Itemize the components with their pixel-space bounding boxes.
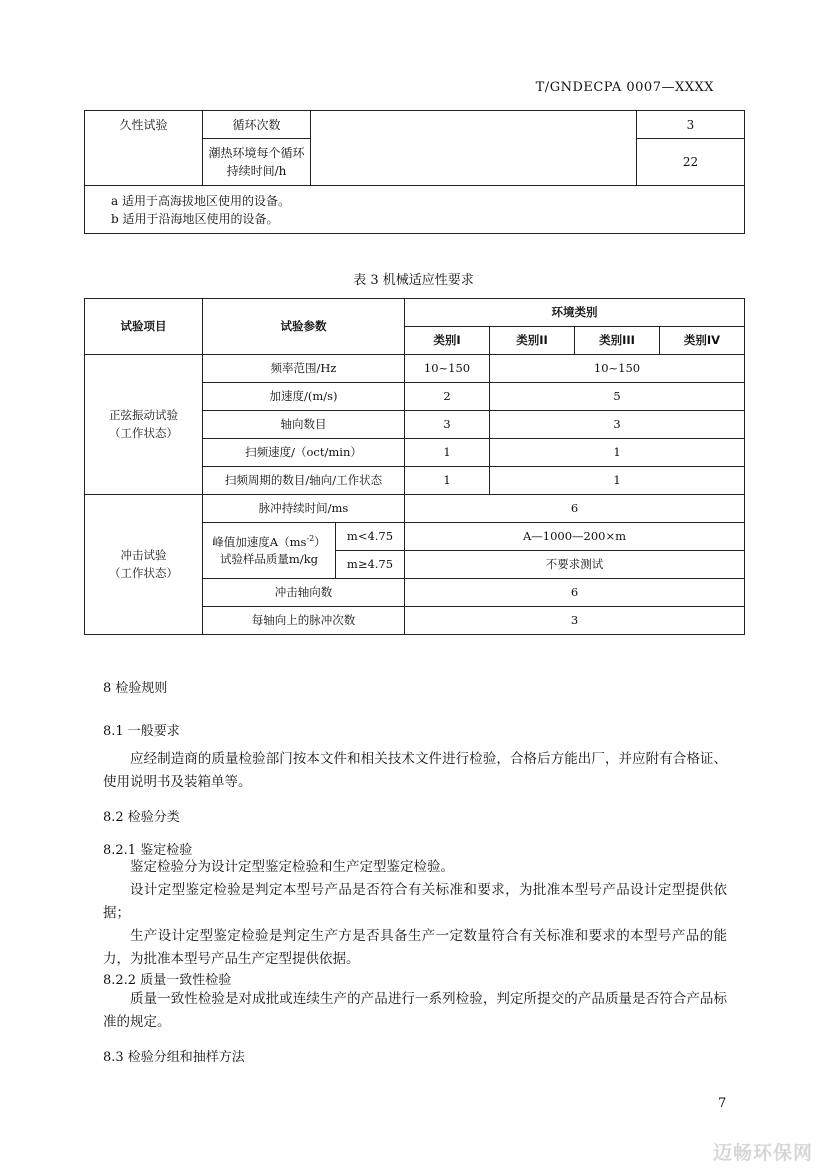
shock-test-cell xyxy=(85,495,203,635)
vibration-name: 正弦振动试验 xyxy=(109,408,178,423)
vib-v1: 3 xyxy=(405,411,490,439)
section-8-2-2-title: 8.2.2 质量一致性检验 xyxy=(103,973,232,988)
shock-state: （工作状态） xyxy=(109,565,178,580)
section-8-2-1-p1: 鉴定检验分为设计定型鉴定检验和生产定型鉴定检验。 xyxy=(130,859,454,875)
watermark: 迈畅环保网 xyxy=(712,1142,813,1164)
vibration-test-cell xyxy=(85,355,203,495)
shock-param: 每轴向上的脉冲次数 xyxy=(203,607,405,635)
mass-condition-1-value: A—1000—200×m xyxy=(405,523,745,551)
param-cell: 潮热环境每个循环持续时间/h xyxy=(203,139,311,186)
peak-param-a: 峰值加速度A（ms xyxy=(212,534,307,549)
section-8-2-title: 8.2 检验分类 xyxy=(103,810,180,825)
table-notes xyxy=(85,186,745,234)
page-number: 7 xyxy=(718,1096,727,1111)
section-8-2-1-p2: 设计定型鉴定检验是判定本型号产品是否符合有关标准和要求，为批准本型号产品设计定型提供依据； xyxy=(103,882,727,921)
shock-value: 3 xyxy=(405,607,745,635)
note-a: a 适用于高海拔地区使用的设备。 xyxy=(111,193,290,208)
vib-v2: 1 xyxy=(490,467,745,495)
mechanical-requirements-table xyxy=(84,298,745,635)
shock-value: 6 xyxy=(405,579,745,607)
vib-param: 频率范围/Hz xyxy=(203,355,405,383)
section-8-3-title: 8.3 检验分组和抽样方法 xyxy=(103,1050,245,1065)
value-cell: 3 xyxy=(637,111,745,139)
shock-param: 冲击轴向数 xyxy=(203,579,405,607)
section-8-1-title: 8.1 一般要求 xyxy=(103,724,180,739)
peak-param-c: 试验样品质量m/kg xyxy=(219,551,319,566)
test-name-cell: 久性试验 xyxy=(85,111,203,186)
section-8-2-1-title: 8.2.1 鉴定检验 xyxy=(103,843,193,858)
section-8-title: 8 检验规则 xyxy=(103,681,168,696)
mass-condition-2-value: 不要求测试 xyxy=(405,551,745,579)
vib-param: 加速度/(m/s) xyxy=(203,383,405,411)
vib-param: 扫频速度/（oct/min） xyxy=(203,439,405,467)
section-8-2-2-p1: 质量一致性检验是对成批或连续生产的产品进行一系列检验，判定所提交的产品质量是否符合产品标准的规定。 xyxy=(103,991,727,1030)
vib-v1: 1 xyxy=(405,467,490,495)
shock-param: 脉冲持续时间/ms xyxy=(203,495,405,523)
shock-name: 冲击试验 xyxy=(120,548,167,563)
mass-condition-1: m<4.75 xyxy=(336,523,405,551)
vib-v1: 1 xyxy=(405,439,490,467)
header-item: 试验项目 xyxy=(85,299,203,355)
vib-v1: 2 xyxy=(405,383,490,411)
vib-v2: 5 xyxy=(490,383,745,411)
vib-param: 轴向数目 xyxy=(203,411,405,439)
peak-param-sup: -2 xyxy=(306,533,315,543)
note-b: b 适用于沿海地区使用的设备。 xyxy=(111,211,279,226)
header-cat3: 类别III xyxy=(575,327,660,355)
mass-condition-2: m≥4.75 xyxy=(336,551,405,579)
section-8-1-text: 应经制造商的质量检验部门按本文件和相关技术文件进行检验，合格后方能出厂，并应附有合格证、使用说明书及装箱单等。 xyxy=(103,751,727,790)
header-cat4: 类别IV xyxy=(660,327,745,355)
previous-table-continuation xyxy=(84,110,745,234)
shock-value: 6 xyxy=(405,495,745,523)
header-env: 环境类别 xyxy=(405,299,745,327)
document-code: T/GNDECPA 0007—XXXX xyxy=(535,80,714,95)
peak-param-b: ） xyxy=(314,534,326,549)
vibration-state: （工作状态） xyxy=(109,425,178,440)
table-caption: 表 3 机械适应性要求 xyxy=(353,273,474,288)
section-8-2-1-p3: 生产设计定型鉴定检验是判定生产方是否具备生产一定数量符合有关标准和要求的本型号产品的能力，为批准本型号产品生产定型提供依据。 xyxy=(103,928,727,967)
header-cat2: 类别II xyxy=(490,327,575,355)
peak-accel-param xyxy=(203,523,336,579)
blank-cell xyxy=(311,111,637,186)
vib-v2: 10~150 xyxy=(490,355,745,383)
value-cell: 22 xyxy=(637,139,745,186)
header-cat1: 类别I xyxy=(405,327,490,355)
header-param: 试验参数 xyxy=(203,299,405,355)
param-cell: 循环次数 xyxy=(203,111,311,139)
vib-v2: 1 xyxy=(490,439,745,467)
vib-param: 扫频周期的数目/轴向/工作状态 xyxy=(203,467,405,495)
vib-v1: 10~150 xyxy=(405,355,490,383)
vib-v2: 3 xyxy=(490,411,745,439)
